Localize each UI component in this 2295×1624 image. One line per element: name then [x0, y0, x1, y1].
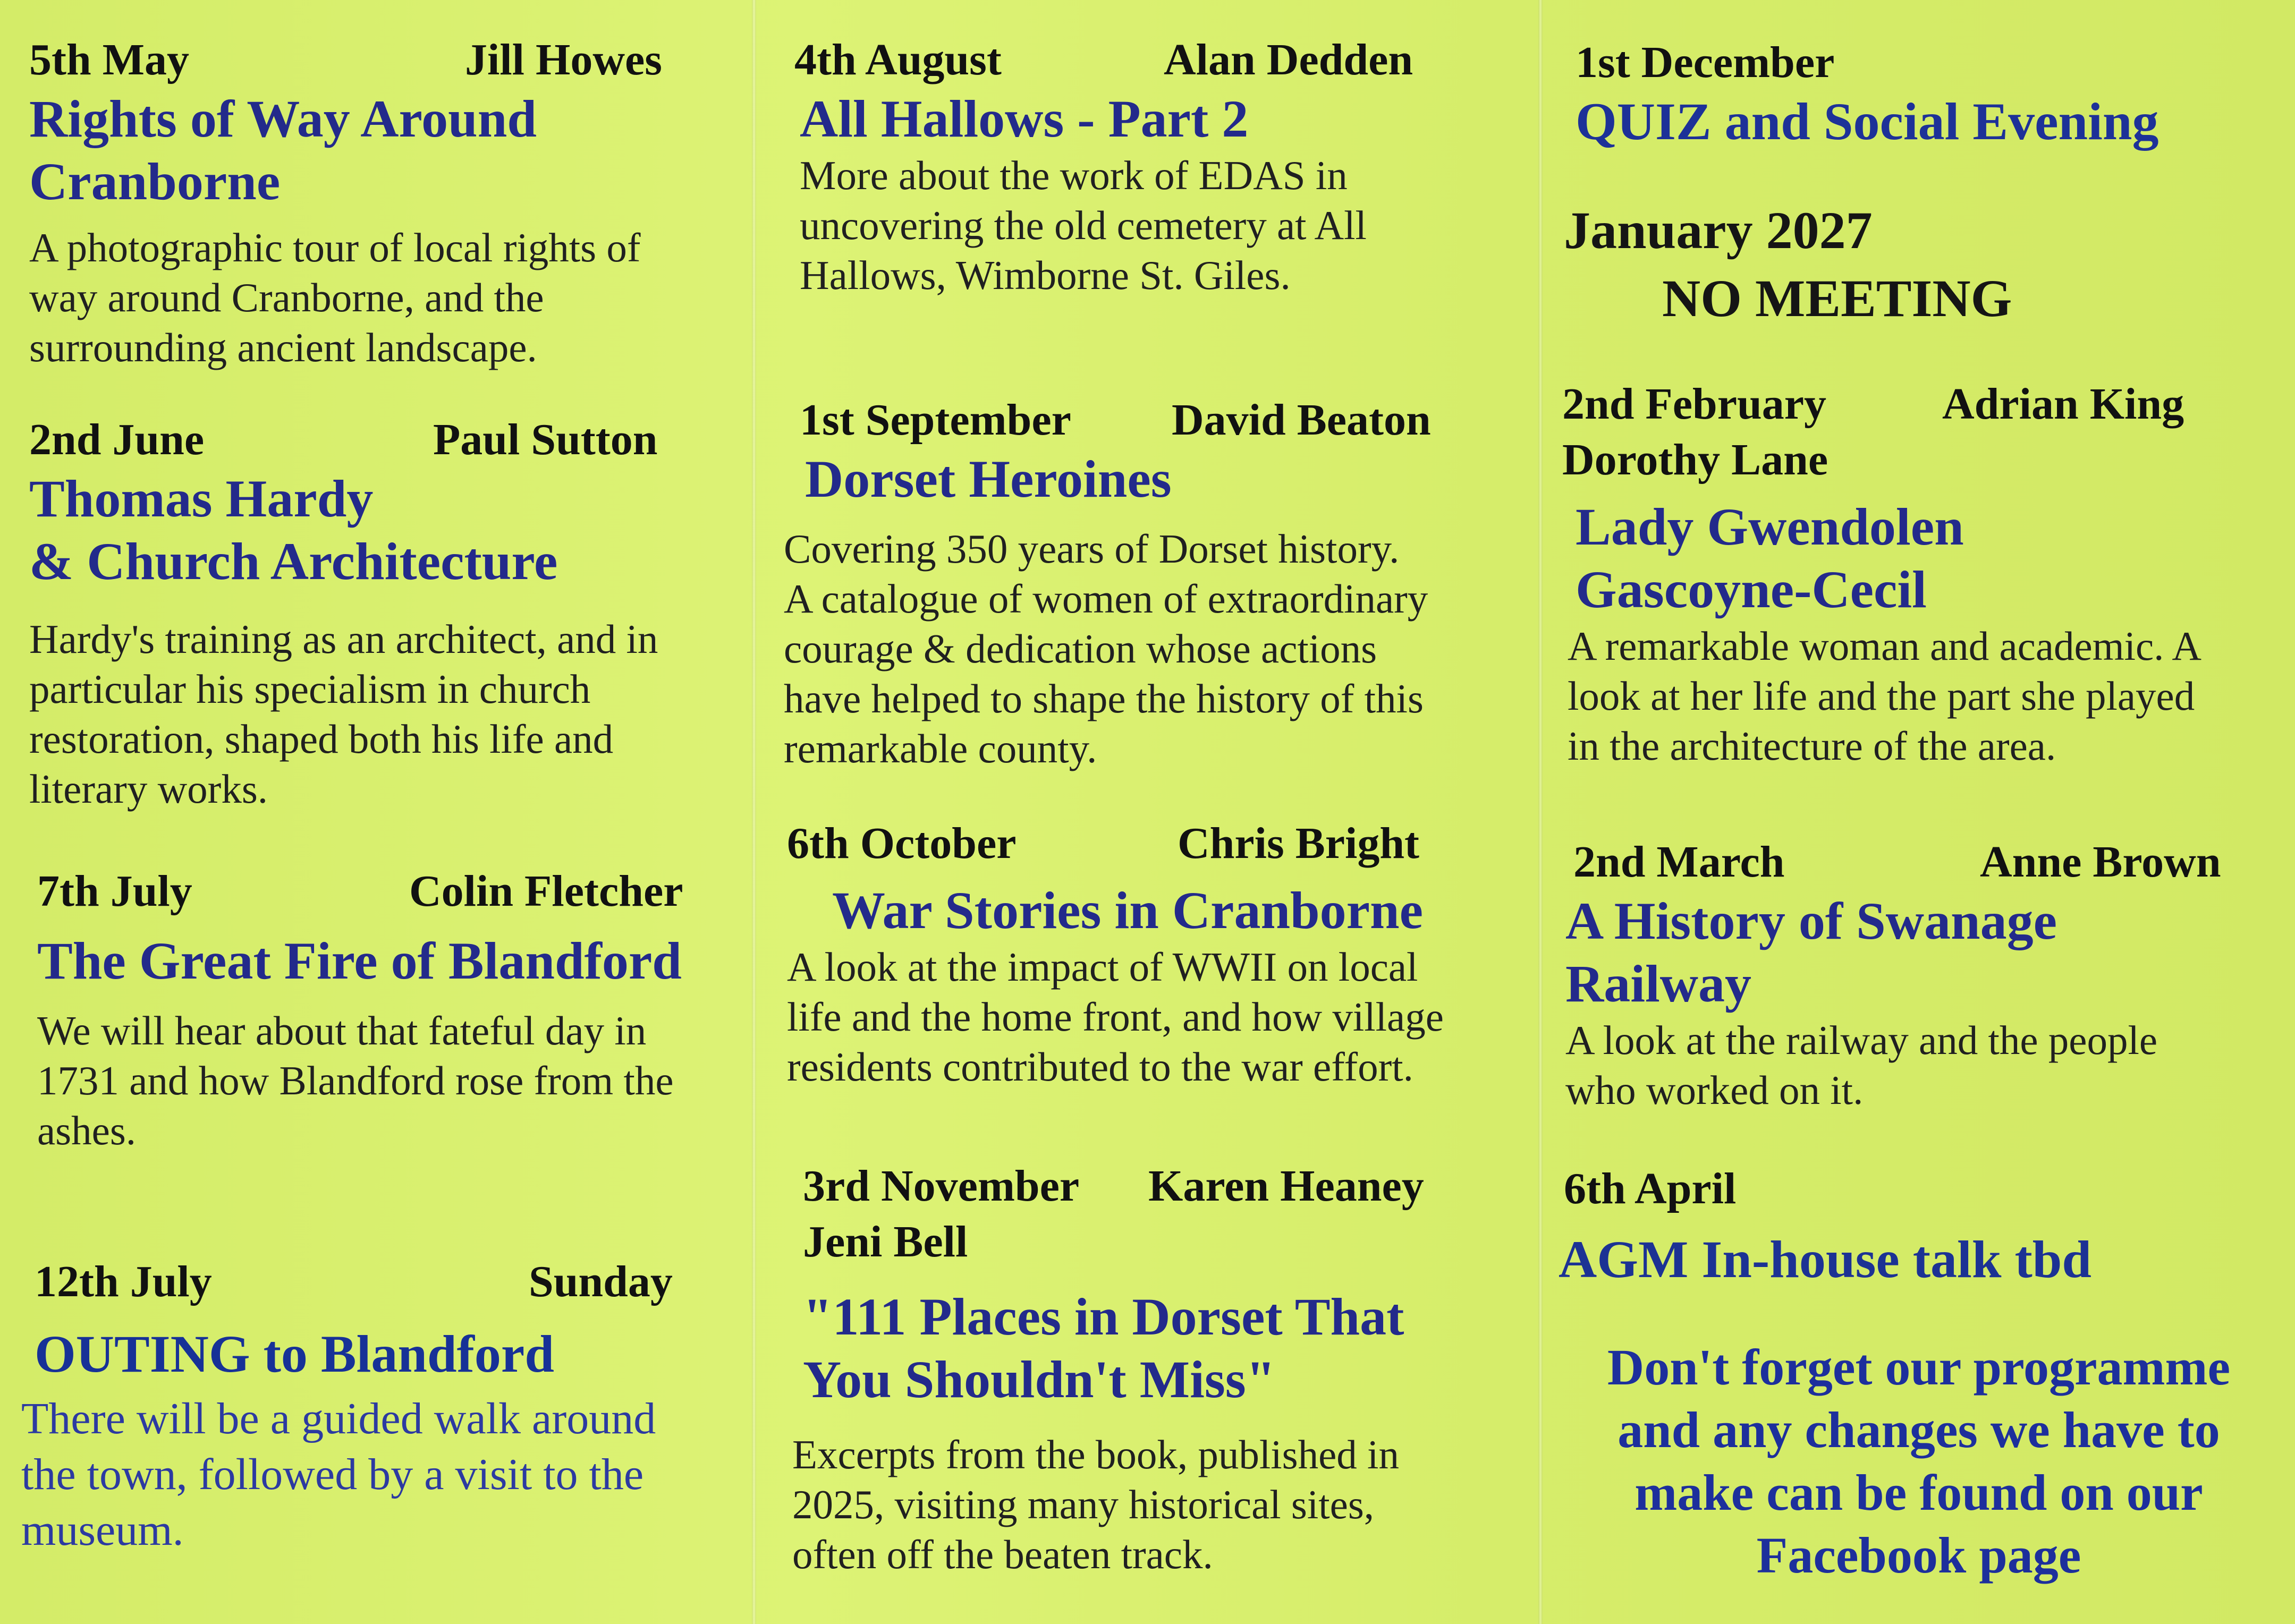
event-title-line: A History of Swanage — [1565, 891, 2057, 950]
event-title-line: Thomas Hardy — [29, 469, 374, 528]
event-date: 7th July — [37, 866, 192, 916]
event-6th-april — [1559, 1161, 2276, 1291]
event-speaker: Adrian King — [1942, 379, 2184, 429]
event-5th-may — [29, 32, 731, 372]
event-2nd-march — [1565, 834, 2285, 1115]
facebook-notice-line: and any changes we have to — [1617, 1401, 2220, 1458]
event-title-line: You Shouldn't Miss" — [803, 1350, 1276, 1409]
event-speaker: Alan Dedden — [1164, 35, 1413, 84]
event-1st-december — [1576, 35, 2288, 153]
facebook-notice-line: make can be found on our — [1635, 1464, 2203, 1521]
event-description-line: More about the work of EDAS in — [800, 152, 1348, 198]
event-date: 1st September — [800, 395, 1071, 445]
event-header — [29, 32, 731, 88]
event-description-line: life and the home front, and how village — [787, 994, 1444, 1040]
event-description-line: in the architecture of the area. — [1568, 723, 2056, 769]
event-description-line: look at her life and the part she played — [1568, 673, 2195, 719]
event-12th-july — [21, 1254, 736, 1558]
event-description-line: ashes. — [37, 1108, 137, 1153]
event-speaker: Paul Sutton — [433, 415, 658, 464]
event-description-line: There will be a guided walk around — [21, 1394, 656, 1443]
event-description-line: 1731 and how Blandford rose from the — [37, 1058, 674, 1103]
event-description-line: restoration, shaped both his life and — [29, 716, 614, 762]
event-description-line: residents contributed to the war effort. — [787, 1044, 1413, 1090]
event-description-line: have helped to shape the history of this — [784, 676, 1424, 721]
event-title-line: Railway — [1565, 954, 1751, 1013]
event-speaker: Karen Heaney — [1148, 1161, 1424, 1211]
event-1st-september — [784, 392, 1533, 773]
event-title-line: QUIZ and Social Evening — [1576, 92, 2159, 151]
event-date: 2nd June — [29, 415, 205, 464]
event-header — [800, 392, 1533, 448]
event-description-line: who worked on it. — [1565, 1067, 1864, 1113]
event-date: 12th July — [35, 1257, 212, 1306]
event-header — [794, 32, 1528, 88]
facebook-notice — [1543, 1336, 2295, 1587]
event-description-line: Hardy's training as an architect, and in — [29, 616, 658, 662]
event-description-line: Excerpts from the book, published in — [792, 1432, 1399, 1477]
event-date: 1st December — [1576, 38, 1835, 87]
event-description-line: A look at the railway and the people — [1565, 1017, 2158, 1063]
event-header — [35, 1254, 736, 1310]
event-second-speaker: Dorothy Lane — [1562, 435, 1828, 484]
left-panel — [0, 0, 752, 1624]
event-date: 6th April — [1564, 1164, 1737, 1213]
event-header — [1576, 35, 2288, 90]
event-description-line: 2025, visiting many historical sites, — [792, 1482, 1375, 1527]
event-date: 4th August — [794, 35, 1002, 84]
facebook-notice-line: Facebook page — [1756, 1527, 2081, 1584]
event-description-line: A look at the impact of WWII on local — [787, 944, 1418, 990]
facebook-notice-line: Don't forget our programme — [1607, 1339, 2231, 1396]
event-description-line: the town, followed by a visit to the — [21, 1450, 644, 1499]
event-title-line: War Stories in Cranborne — [832, 881, 1424, 940]
event-description-line: Hallows, Wimborne St. Giles. — [800, 252, 1291, 298]
event-description-line: A photographic tour of local rights of — [29, 225, 641, 270]
event-speaker: Chris Bright — [1178, 819, 1420, 868]
event-description-line: Covering 350 years of Dorset history. — [784, 526, 1400, 572]
event-title-line: AGM In-house talk tbd — [1559, 1230, 2091, 1289]
event-description-line: We will hear about that fateful day in — [37, 1008, 647, 1053]
event-description-line: uncovering the old cemetery at All — [800, 202, 1367, 248]
event-description-line: museum. — [21, 1506, 184, 1555]
event-description-line: literary works. — [29, 766, 268, 812]
event-second-speaker: Jeni Bell — [803, 1217, 968, 1266]
event-date-heading: January 2027 — [1564, 201, 1873, 260]
event-speaker: Anne Brown — [1980, 837, 2221, 887]
event-6th-october — [787, 815, 1520, 1092]
right-panel — [1543, 0, 2295, 1624]
event-date: 3rd November — [803, 1161, 1080, 1211]
event-speaker: Colin Fletcher — [409, 866, 683, 916]
event-description-line: remarkable county. — [784, 726, 1097, 771]
event-date: 2nd February — [1562, 379, 1827, 429]
event-header — [1562, 376, 2285, 432]
event-description-line: often off the beaten track. — [792, 1532, 1213, 1577]
event-description-line: courage & dedication whose actions — [784, 626, 1377, 671]
event-title-line: Cranborne — [29, 152, 281, 211]
event-description-line: A catalogue of women of extraordinary — [784, 576, 1428, 622]
event-title-line: "111 Places in Dorset That — [803, 1287, 1404, 1346]
event-description-line: way around Cranborne, and the — [29, 275, 544, 320]
event-title-line: Gascoyne-Cecil — [1576, 560, 1927, 619]
event-title-line: Rights of Way Around — [29, 89, 537, 148]
event-2nd-february — [1562, 376, 2285, 771]
event-date: 6th October — [787, 819, 1017, 868]
event-title-line: Lady Gwendolen — [1576, 497, 1964, 556]
event-speaker: Jill Howes — [465, 35, 662, 84]
event-description-line: particular his specialism in church — [29, 666, 591, 712]
event-title-line: All Hallows - Part 2 — [800, 89, 1249, 148]
event-title-line: Dorset Heroines — [805, 449, 1172, 508]
event-2nd-june — [29, 412, 731, 814]
event-date: 5th May — [29, 35, 189, 84]
event-day: Sunday — [529, 1257, 673, 1306]
event-title-line: The Great Fire of Blandford — [37, 931, 682, 990]
event-header — [1573, 834, 2285, 890]
event-header — [29, 412, 731, 467]
event-note: NO MEETING — [1662, 269, 2012, 328]
event-7th-july — [37, 863, 739, 1155]
event-description-line: surrounding ancient landscape. — [29, 325, 537, 370]
event-title-line: OUTING to Blandford — [35, 1324, 554, 1383]
event-header — [1564, 1161, 2276, 1217]
event-date: 2nd March — [1573, 837, 1785, 887]
event-4th-august — [794, 32, 1528, 300]
event-speaker: David Beaton — [1172, 395, 1431, 445]
event-header — [803, 1158, 1536, 1214]
event-header — [787, 815, 1520, 871]
fold-line-left — [752, 0, 756, 1624]
event-3rd-november — [792, 1158, 1536, 1579]
event-header — [37, 863, 739, 919]
event-title-line: & Church Architecture — [29, 532, 558, 591]
fold-line-right — [1538, 0, 1543, 1624]
middle-panel — [756, 0, 1538, 1624]
event-january-2027 — [1564, 199, 2276, 330]
event-description-line: A remarkable woman and academic. A — [1568, 623, 2202, 669]
